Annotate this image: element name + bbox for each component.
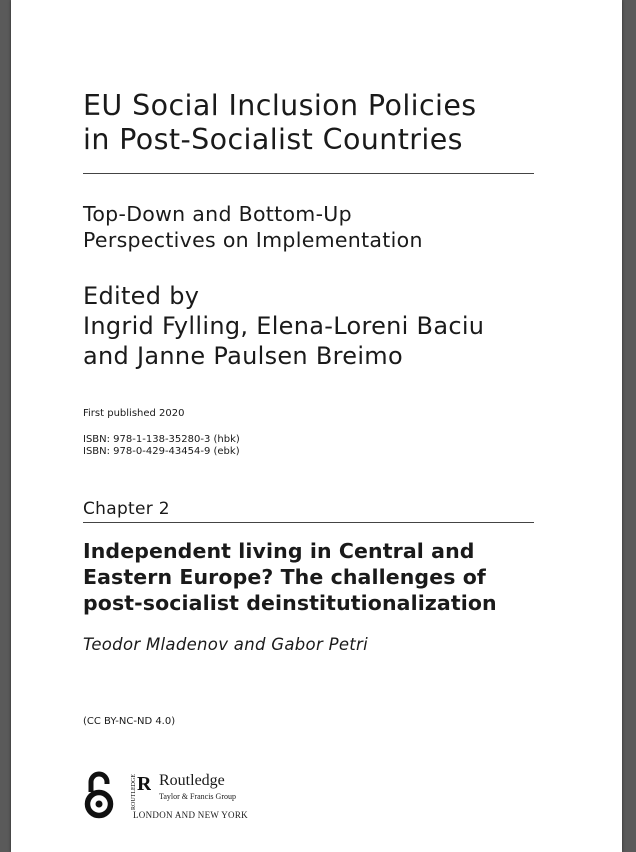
chapter-label: Chapter 2: [83, 499, 170, 519]
book-subtitle-line-1: Top-Down and Bottom-Up: [83, 202, 352, 226]
chapter-title: [83, 538, 553, 616]
chapter-title-line-2: Eastern Europe? The challenges of: [83, 565, 486, 589]
editors-line-1: Ingrid Fylling, Elena-Loreni Baciu: [83, 312, 485, 340]
editors-block: [83, 281, 563, 371]
publisher-group: Taylor & Francis Group: [159, 792, 236, 801]
isbn-hbk: ISBN: 978-1-138-35280-3 (hbk): [83, 434, 240, 445]
logo-vertical-text: ROUTLEDGE: [131, 774, 137, 810]
document-page: [11, 0, 622, 852]
book-subtitle-line-2: Perspectives on Implementation: [83, 228, 423, 252]
edited-by-label: Edited by: [83, 282, 200, 310]
book-title-line-2: in Post-Socialist Countries: [83, 123, 463, 156]
publisher-name: Routledge: [159, 772, 225, 789]
open-access-icon: [81, 770, 117, 820]
first-published: First published 2020: [83, 408, 185, 419]
isbn-ebk: ISBN: 978-0-429-43454-9 (ebk): [83, 446, 240, 457]
publisher-place: LONDON AND NEW YORK: [133, 810, 248, 820]
chapter-divider: [83, 522, 534, 523]
logo-letter: R: [137, 773, 151, 795]
routledge-logo-icon: [129, 772, 151, 812]
chapter-title-line-3: post-socialist deinstitutionalization: [83, 591, 497, 615]
book-title-line-1: EU Social Inclusion Policies: [83, 89, 477, 122]
chapter-title-line-1: Independent living in Central and: [83, 539, 475, 563]
book-subtitle: [83, 201, 553, 253]
book-title: [83, 89, 553, 157]
title-divider: [83, 173, 534, 174]
editors-line-2: and Janne Paulsen Breimo: [83, 342, 403, 370]
license-text: (CC BY-NC-ND 4.0): [83, 716, 176, 727]
chapter-authors: Teodor Mladenov and Gabor Petri: [83, 635, 369, 654]
